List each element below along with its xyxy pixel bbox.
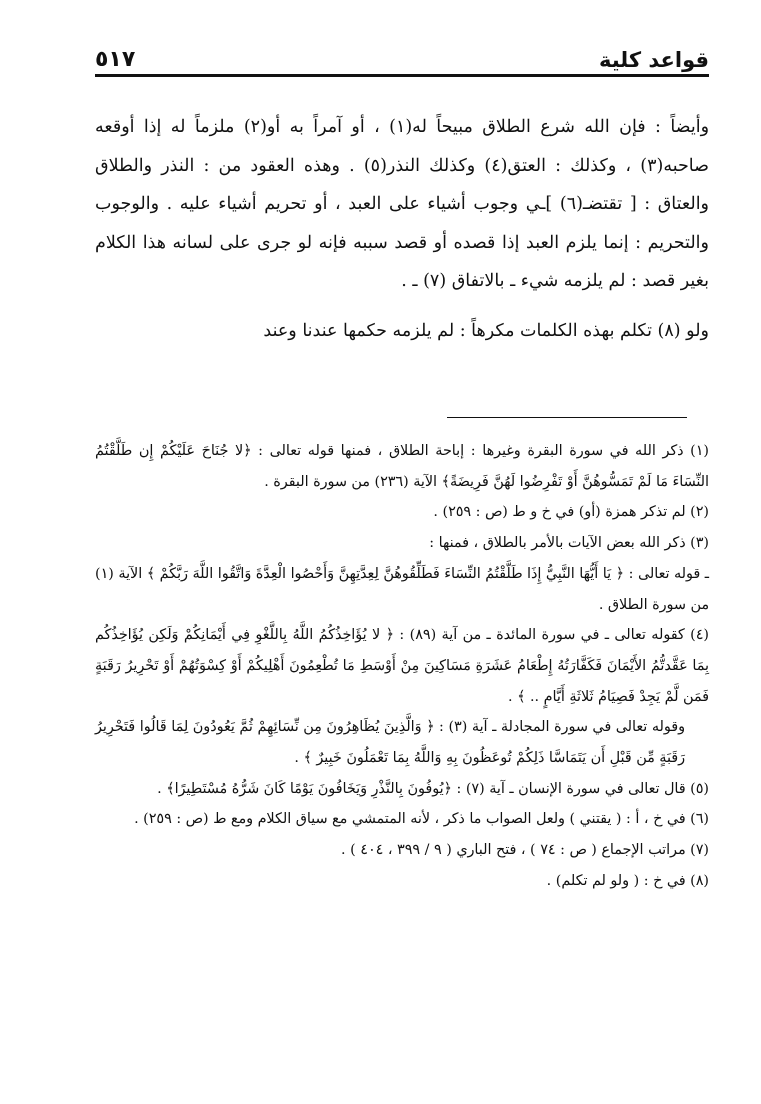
footnote-2: (٢) لم تذكر همزة (أو) في خ و ط (ص : ٢٥٩) . [433,504,709,521]
main-text [95,108,709,350]
footnote-4: (٤) كقوله تعالى ـ في سورة المائدة ـ من آية (٨٩) : ﴿ لا يُؤَاخِذُكُمُ اللَّهُ بِاللَّغْوِ فِي أَيْمَانِكُمْ وَلَكِن يُؤَاخِذُكُم بِمَا عَقَّدتُّمُ الأَيْمَانَ فَكَفَّارَتُهُ إِطْعَامُ عَشَرَةِ مَسَاكِينَ مِنْ أَوْسَطِ مَا تُطْعِمُونَ أَهْلِيكُمْ أَوْ كِسْوَتُهُمْ أَوْ تَحْرِيرُ رَقَبَةٍ فَمَن لَّمْ يَجِدْ فَصِيَامُ ثَلاثَةِ أَيَّامٍ .. ﴾ . [95,627,709,705]
footnote-3: (٣) ذكر الله بعض الآيات بالأمر بالطلاق ، فمنها : [429,535,709,552]
body-paragraph: ولو (٨) تكلم بهذه الكلمات مكرهاً : لم يلزمه حكمها عندنا وعند [263,320,709,341]
footnote-7: (٧) مراتب الإجماع ( ص : ٧٤ ) ، فتح الباري ( ٩ / ٣٩٩ ، ٤٠٤ ) . [341,842,709,859]
footnote-1: (١) ذكر الله في سورة البقرة وغيرها : إباحة الطلاق ، فمنها قوله تعالى : ﴿لا جُنَاحَ عَلَيْكُمْ إِن طَلَّقْتُمُ النِّسَاءَ مَا لَمْ تَمَسُّوهُنَّ أَوْ تَفْرِضُوا لَهُنَّ فَرِيضَةً﴾ الآية (٢٣٦) من سورة البقرة . [95,443,709,490]
body-paragraph: وأيضاً : فإن الله شرع الطلاق مبيحاً له(١) ، أو آمراً به أو(٢) ملزماً له إذا أوقعه صاحبه(٣) ، وكذلك : العتق(٤) وكذلك النذر(٥) . وهذه العقود من : النذر والطلاق والعتاق : [ تقتضـ(٦) ]ـي وجوب أشياء على العبد ، أو تحريم أشياء عليه . والوجوب والتحريم : إنما يلزم العبد إذا قصده أو قصد سببه فإنه لو جرى على لسانه هذا الكلام بغير قصد : لم يلزمه شيء ـ بالاتفاق (٧) ـ . [95,117,710,291]
footnote-4-continued: وقوله تعالى في سورة المجادلة ـ آية (٣) : ﴿ وَالَّذِينَ يُظَاهِرُونَ مِن نِّسَائِهِمْ ثُمَّ يَعُودُونَ لِمَا قَالُوا فَتَحْرِيرُ رَقَبَةٍ مِّن قَبْلِ أَن يَتَمَاسَّا ذَلِكُمْ تُوعَظُونَ بِهِ وَاللَّهُ بِمَا تَعْمَلُونَ خَبِيرٌ ﴾ . [95,719,685,767]
footnote-5: (٥) قال تعالى في سورة الإنسان ـ آية (٧) : ﴿يُوفُونَ بِالنَّذْرِ وَيَخَافُونَ يَوْمًا كَانَ شَرُّهُ مُسْتَطِيرًا﴾ . [157,780,709,797]
footnotes [95,436,709,897]
header-rule [95,74,709,77]
running-title: قواعد كلية [599,48,709,72]
page-number: ٥١٧ [95,47,136,72]
footnote-8: (٨) في خ : ( ولو لم تكلم) . [546,872,709,889]
page-header [95,36,709,72]
footnote-3-quote: ـ قوله تعالى : ﴿ يَا أَيُّهَا النَّبِيُّ إِذَا طَلَّقْتُمُ النِّسَاءَ فَطَلِّقُوهُنَّ لِعِدَّتِهِنَّ وَأَحْصُوا الْعِدَّةَ وَاتَّقُوا اللَّهَ رَبَّكُمْ ﴾ الآية (١) من سورة الطلاق . [95,565,709,613]
footnote-separator [447,417,687,418]
footnote-6: (٦) في خ ، أ : ( يقتني ) ولعل الصواب ما ذكر ، لأنه المتمشي مع سياق الكلام ومع ط (ص : ٢٥٩) . [134,811,709,828]
